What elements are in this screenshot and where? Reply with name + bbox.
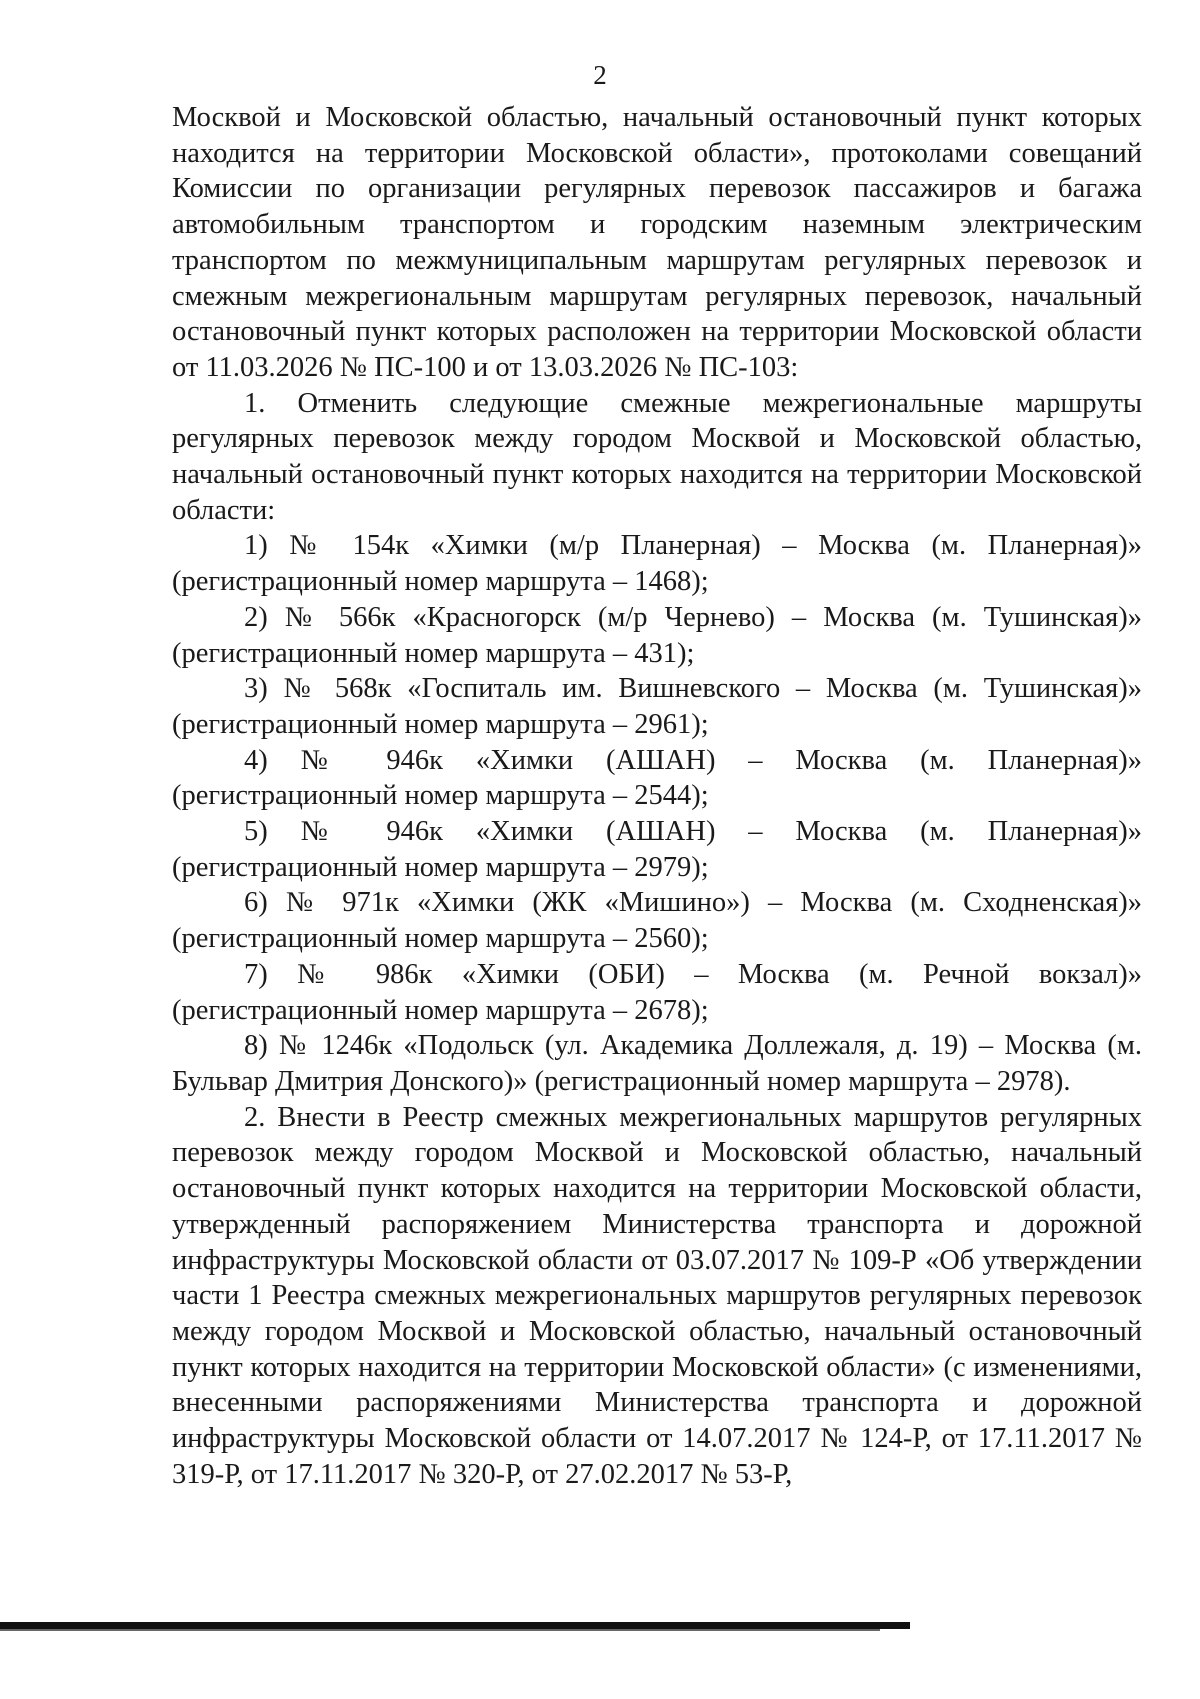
route-item-1: 1) № 154к «Химки (м/р Планерная) – Москва (м. Планерная)» (регистрационный номер маршрута – 1468); <box>172 530 1142 598</box>
clause-1-paragraph: 1. Отменить следующие смежные межрегиональные маршруты регулярных перевозок между городом Москвой и Московской областью, начальный остановочный пункт которых находится на территории Московской области: <box>172 387 1142 526</box>
route-item-8: 8) № 1246к «Подольск (ул. Академика Доллежаля, д. 19) – Москва (м. Бульвар Дмитрия Донского)» (регистрационный номер маршрута – 2978). <box>172 1030 1142 1097</box>
page-number: 2 <box>593 60 607 90</box>
route-item-3: 3) № 568к «Госпиталь им. Вишневского – Москва (м. Тушинская)» (регистрационный номер маршрута – 2961); <box>172 673 1142 740</box>
document-body <box>172 100 1142 1492</box>
scan-edge-line <box>0 1622 910 1629</box>
route-item-5: 5) № 946к «Химки (АШАН) – Москва (м. Планерная)» (регистрационный номер маршрута – 2979); <box>172 816 1142 883</box>
route-item-2: 2) № 566к «Красногорск (м/р Чернево) – Москва (м. Тушинская)» (регистрационный номер маршрута – 431); <box>172 601 1142 669</box>
route-item-7: 7) № 986к «Химки (ОБИ) – Москва (м. Речной вокзал)» (регистрационный номер маршрута – 2678); <box>172 958 1142 1026</box>
route-item-6: 6) № 971к «Химки (ЖК «Мишино») – Москва (м. Сходненская)» (регистрационный номер маршрута – 2560); <box>172 887 1142 955</box>
intro-paragraph: Москвой и Московской областью, начальный остановочный пункт которых находится на территории Московской области», протоколами совещаний Комиссии по организации регулярных перевозок пассажиров и багажа автомобильным транспортом и городским наземным электрическим транспортом по межмуниципальным маршрутам регулярных перевозок и смежным межрегиональным маршрутам регулярных перевозок, начальный остановочный пункт которых расположен на территории Московской области от 11.03.2026 № ПС-100 и от 13.03.2026 № ПС-103: <box>172 102 1142 383</box>
route-item-4: 4) № 946к «Химки (АШАН) – Москва (м. Планерная)» (регистрационный номер маршрута – 2544); <box>172 744 1142 812</box>
scan-edge-shadow <box>0 1629 880 1631</box>
clause-2-paragraph: 2. Внести в Реестр смежных межрегиональных маршрутов регулярных перевозок между городом Москвой и Московской областью, начальный остановочный пункт которых находится на территории Московской области, утвержденный распоряжением Министерства транспорта и дорожной инфраструктуры Московской области от 03.07.2017 № 109-Р «Об утверждении части 1 Реестра смежных межрегиональных маршрутов регулярных перевозок между городом Москвой и Московской областью, начальный остановочный пункт которых находится на территории Московской области» (с изменениями, внесенными распоряжениями Министерства транспорта и дорожной инфраструктуры Московской области от 14.07.2017 № 124-Р, от 17.11.2017 № 319-Р, от 17.11.2017 № 320-Р, от 27.02.2017 № 53-Р, <box>172 1101 1142 1490</box>
